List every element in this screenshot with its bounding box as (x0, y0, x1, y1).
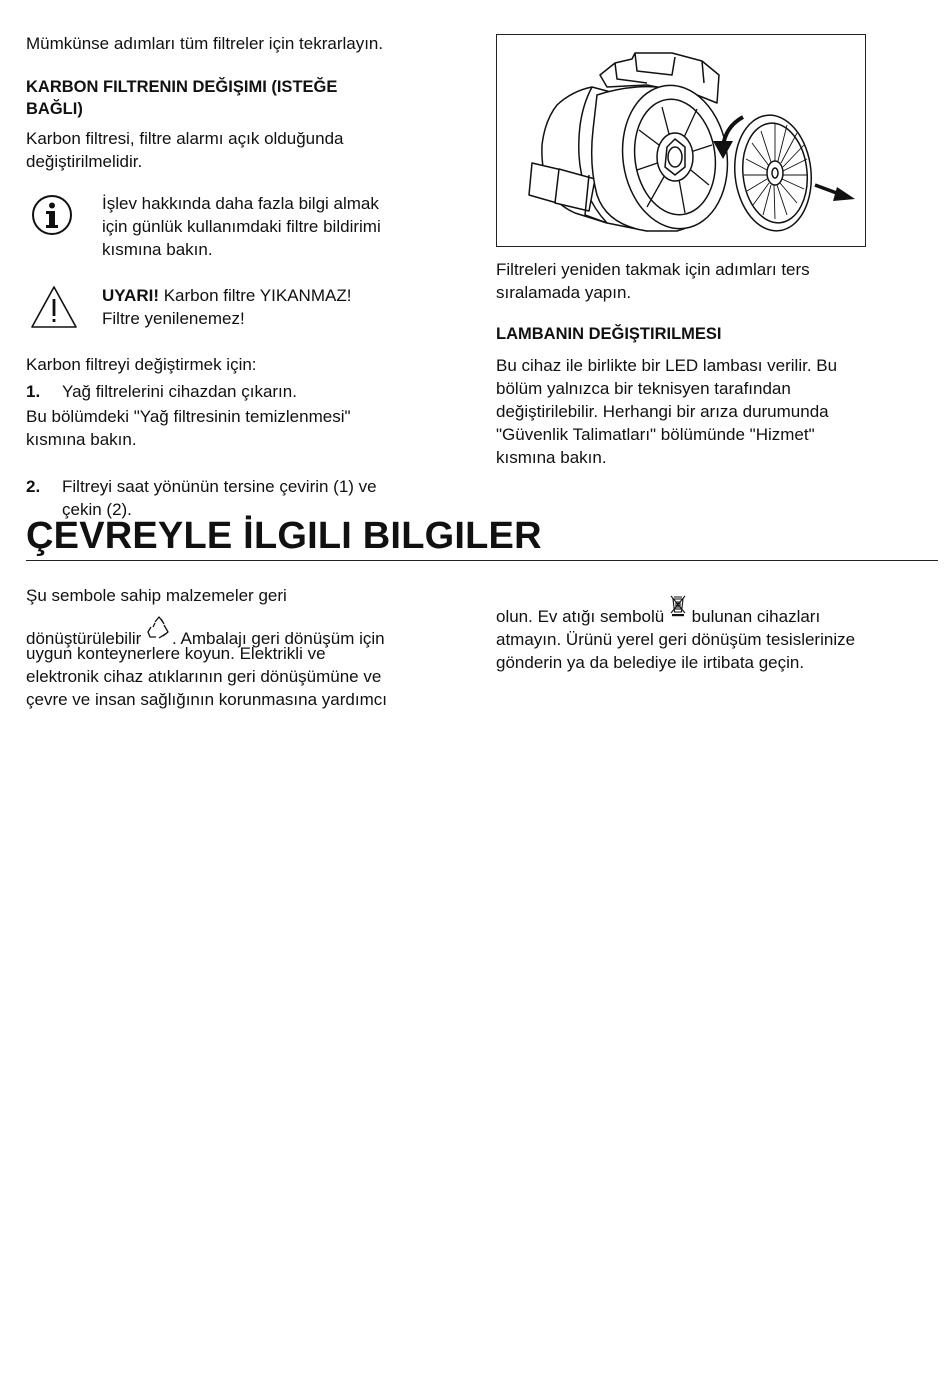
crossed-bin-icon (669, 594, 687, 618)
env-line-with-symbol (26, 616, 466, 648)
info-line: İşlev hakkında daha fazla bilgi almak (102, 194, 379, 213)
env-text: bulunan cihazları (686, 607, 821, 626)
step-1-note (26, 405, 351, 451)
body-line: Karbon filtresi, filtre alarmı açık olduğunda (26, 129, 344, 148)
note-line: Bu bölümdeki "Yağ filtresinin temizlenmesi" (26, 407, 351, 426)
step-1 (26, 380, 482, 403)
carbon-heading-line: KARBON FILTRENIN DEĞIŞIMI (ISTEĞE (26, 78, 338, 96)
env-line: Şu sembole sahip malzemeler geri (26, 586, 287, 605)
warning-notice (26, 284, 456, 334)
env-text: olun. Ev atığı sembolü (496, 607, 669, 626)
warning-text (102, 284, 351, 330)
environment-right-text (496, 594, 936, 674)
lamp-body (496, 354, 837, 469)
lamp-line: değiştirilebilir. Herhangi bir arıza durumunda (496, 402, 829, 421)
env-text: dönüştürülebilir (26, 629, 147, 648)
cooker-hood-filter-illustration (497, 35, 865, 246)
env-line: çevre ve insan sağlığının korunmasına yardımcı (26, 690, 387, 709)
warning-line: Filtre yenilenemez! (102, 309, 245, 328)
env-text: . Ambalajı geri dönüşüm için (172, 629, 385, 648)
env-line: elektronik cihaz atıklarının geri dönüşümüne ve (26, 667, 382, 686)
environment-left-text (26, 584, 466, 711)
lamp-line: "Güvenlik Talimatları" bölümünde "Hizmet" (496, 425, 815, 444)
refit-line: Filtreleri yeniden takmak için adımları ters (496, 260, 810, 279)
lamp-line: Bu cihaz ile birlikte bir LED lambası verilir. Bu (496, 356, 838, 375)
step-number: 1. (26, 382, 41, 401)
carbon-heading-line: BAĞLI) (26, 100, 83, 118)
lamp-heading: LAMBANIN DEĞIŞTIRILMESI (496, 325, 722, 343)
step-number: 2. (26, 477, 41, 496)
lamp-line: kısmına bakın. (496, 448, 607, 467)
refit-line: sıralamada yapın. (496, 283, 632, 302)
info-line: için günlük kullanımdaki filtre bildirimi (102, 217, 381, 236)
env-line-with-symbol (496, 594, 936, 628)
intro-text: Mümkünse adımları tüm filtreler için tekrarlayın. (26, 34, 384, 53)
env-line: gönderin ya da belediye ile irtibata geçin. (496, 653, 805, 672)
info-text (102, 192, 381, 261)
warning-label: UYARI! (102, 286, 159, 305)
body-line: değiştirilmelidir. (26, 152, 143, 171)
step-text: Yağ filtrelerini cihazdan çıkarın. (62, 382, 297, 401)
env-line: uygun konteynerlere koyun. Elektrikli ve (26, 644, 326, 663)
env-line: atmayın. Ürünü yerel geri dönüşüm tesislerinize (496, 630, 856, 649)
filter-removal-figure (496, 34, 866, 247)
info-icon (31, 194, 73, 236)
carbon-filter-heading (26, 76, 337, 120)
info-notice (26, 192, 456, 264)
note-line: kısmına bakın. (26, 430, 137, 449)
carbon-filter-body (26, 127, 344, 173)
section-divider (26, 560, 938, 561)
recycle-icon (146, 616, 172, 642)
warning-triangle-icon (29, 284, 79, 330)
refit-text (496, 258, 810, 304)
step-text: çekin (2). (62, 500, 132, 519)
replace-intro: Karbon filtreyi değiştirmek için: (26, 355, 257, 374)
environment-title: ÇEVREYLE İLGILI BILGILER (26, 515, 542, 557)
warning-line: Karbon filtre YIKANMAZ! (159, 286, 352, 305)
lamp-line: bölüm yalnızca bir teknisyen tarafından (496, 379, 791, 398)
info-line: kısmına bakın. (102, 240, 213, 259)
step-text: Filtreyi saat yönünün tersine çevirin (1) ve (62, 477, 377, 496)
